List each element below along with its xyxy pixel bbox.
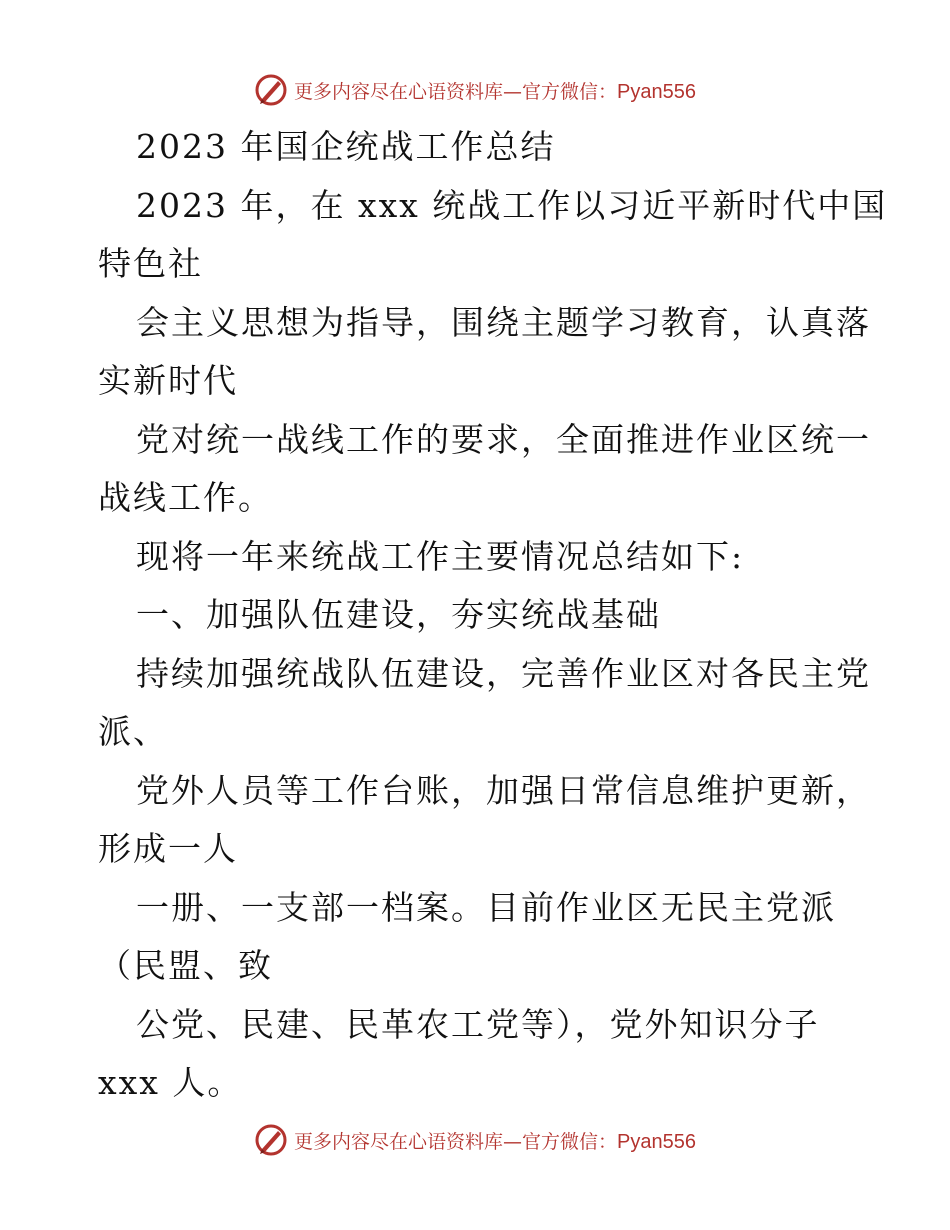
banner-text — [294, 1127, 696, 1154]
text-line: 2023 年国企统战工作总结 — [136, 127, 556, 166]
text-line: 党对统一战线工作的要求，全面推进作业区统一 — [136, 419, 871, 459]
banner-dash: — — [503, 80, 523, 103]
banner-wechat-id: Pyan556 — [617, 80, 696, 103]
text-line: 2023 年，在 xxx 统战工作以习近平新时代中国 — [136, 185, 888, 225]
text-line: 持续加强统战队伍建设，完善作业区对各民主党 — [136, 653, 871, 693]
text-line: 战线工作。 — [98, 478, 273, 517]
text-line: 一册、一支部一档案。目前作业区无民主党派 — [136, 887, 836, 927]
text-line: 公党、民建、民革农工党等），党外知识分子 — [136, 1004, 820, 1044]
header-banner — [0, 70, 950, 110]
banner-dash: — — [503, 1130, 523, 1153]
pen-logo-icon — [254, 73, 288, 107]
banner-main-text: 更多内容尽在心语资料库 — [294, 80, 504, 103]
text-line: （民盟、致 — [98, 946, 273, 985]
document-body — [98, 118, 888, 1113]
banner-wechat-id: Pyan556 — [617, 1130, 696, 1153]
banner-text — [294, 77, 696, 104]
text-line: 实新时代 — [98, 361, 238, 400]
text-line: 特色社 — [98, 244, 203, 283]
footer-banner — [0, 1120, 950, 1160]
banner-wechat-label: 官方微信： — [522, 80, 618, 103]
text-line: 现将一年来统战工作主要情况总结如下: — [136, 536, 745, 576]
text-line: 形成一人 — [98, 829, 238, 868]
pen-logo-icon — [254, 1123, 288, 1157]
text-line: 党外人员等工作台账，加强日常信息维护更新， — [136, 770, 871, 810]
text-line: 派、 — [98, 712, 168, 751]
text-line: 一、加强队伍建设，夯实统战基础 — [136, 595, 661, 634]
banner-main-text: 更多内容尽在心语资料库 — [294, 1130, 504, 1153]
banner-wechat-label: 官方微信： — [522, 1130, 618, 1153]
text-line: 会主义思想为指导，围绕主题学习教育，认真落 — [136, 302, 871, 342]
text-line: xxx 人。 — [98, 1063, 243, 1102]
